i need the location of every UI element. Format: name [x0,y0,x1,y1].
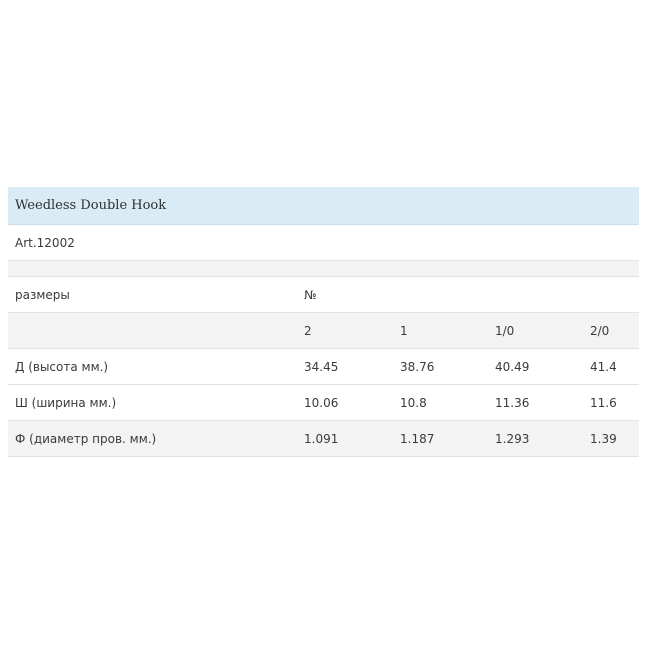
article-row [8,225,639,261]
header-empty-cell [394,277,489,313]
size-number: 2 [297,313,394,349]
table-cell: 1.293 [489,421,584,457]
title-row [8,187,639,225]
number-symbol-header: № [297,277,394,313]
header-empty-cell [584,277,639,313]
product-spec-table [8,187,639,457]
table-cell: 41.4 [584,349,639,385]
article-number: Art.12002 [8,225,639,261]
table-cell: 1.187 [394,421,489,457]
size-number: 1 [394,313,489,349]
size-numbers-row [8,313,639,349]
size-number: 1/0 [489,313,584,349]
table-cell: 40.49 [489,349,584,385]
size-numbers-empty-label [8,313,297,349]
header-row [8,277,639,313]
table-cell: 10.8 [394,385,489,421]
height-row [8,349,639,385]
wire-diameter-row [8,421,639,457]
table-cell: 11.6 [584,385,639,421]
spacer-cell [8,261,639,277]
row-label: Ф (диаметр пров. мм.) [8,421,297,457]
spacer-row [8,261,639,277]
table-cell: 1.39 [584,421,639,457]
row-label: Д (высота мм.) [8,349,297,385]
table-cell: 1.091 [297,421,394,457]
header-empty-cell [489,277,584,313]
row-label: Ш (ширина мм.) [8,385,297,421]
width-row [8,385,639,421]
table-cell: 38.76 [394,349,489,385]
table-cell: 34.45 [297,349,394,385]
sizes-header-label: размеры [8,277,297,313]
table-cell: 10.06 [297,385,394,421]
size-number: 2/0 [584,313,639,349]
product-title: Weedless Double Hook [8,187,639,225]
table-cell: 11.36 [489,385,584,421]
